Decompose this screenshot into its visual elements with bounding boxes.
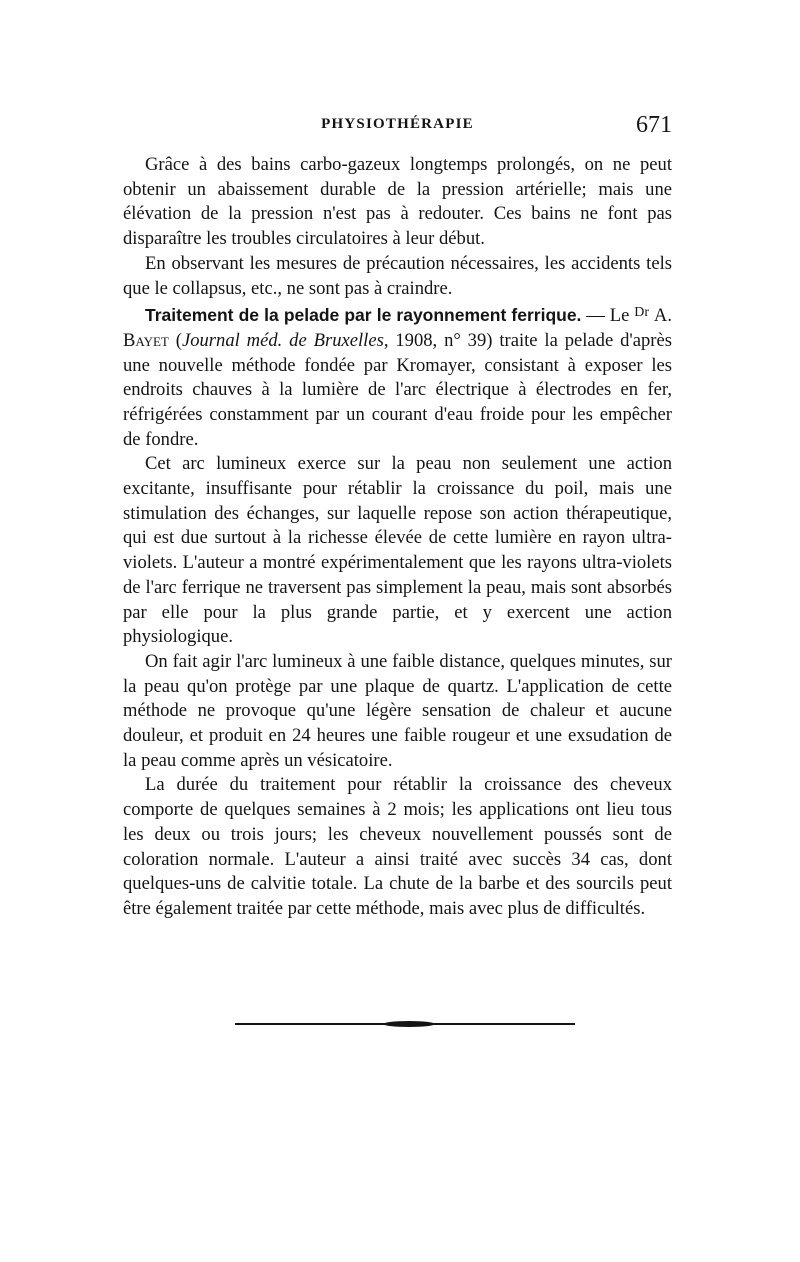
article-body [123, 153, 672, 922]
paragraph: En observant les mesures de précaution nécessaires, les accidents tels que le collapsus, etc., ne sont pas à craindre. [123, 252, 672, 299]
citation-details: , 1908, n° 39) [383, 329, 493, 351]
paragraph: On fait agir l'arc lumineux à une faible distance, quelques minutes, sur la peau qu'on protège par une plaque de quartz. L'application de cette méthode ne provoque qu'une légère sensation de chaleur et aucune douleur, et produit en 24 heures une faible rougeur et une exsudation de la peau comme après un vésicatoire. [123, 650, 672, 771]
paragraph: Cet arc lumineux exerce sur la peau non seulement une action excitante, insuffisante pour rétablir la croissance du poil, mais une stimulation des échanges, sur laquelle repose son action thérapeutique, qui est due surtout à la richesse élevée de cette lumière en rayon ultra-violets. L'auteur a montré expérimentalement que les rayons ultra-violets de l'arc ferrique ne traversent pas simplement la peau, mais sont absorbés par elle pour la plus grande partie, et y exercent une action physiologique. [123, 453, 672, 648]
page-number: 671 [636, 112, 672, 138]
page-header [123, 112, 672, 138]
paragraph: Grâce à des bains carbo-gazeux longtemps prolongés, on ne peut obtenir un abaissement durable de la pression artérielle; mais une élévation de la pression n'est pas à redouter. Ces bains ne font pas disparaître les troubles circulatoires à leur début. [123, 154, 672, 250]
author-title: Dr [634, 305, 650, 321]
heading-dash: — Le [581, 305, 635, 327]
running-head: PHYSIOTHÉRAPIE [321, 116, 474, 132]
section-end-rule [235, 1020, 575, 1028]
rule-ornament [383, 1021, 435, 1027]
journal-title: Journal méd. de Bruxelles [181, 329, 384, 351]
section-heading: Traitement de la pelade par le rayonnement ferrique. [145, 305, 582, 326]
author-name: A. Bayet [123, 305, 672, 351]
paragraph: La durée du traitement pour rétablir la croissance des cheveux comporte de quelques semaines à 2 mois; les applications ont lieu tous les deux ou trois jours; les cheveux nouvellement poussés sont de coloration normale. L'auteur a ainsi traité avec succès 34 cas, dont quelques-uns de calvitie totale. La chute de la barbe et des sourcils peut être également traitée par cette méthode, mais avec plus de difficultés. [123, 774, 672, 919]
paragraph-with-heading: Traitement de la pelade par le rayonnement ferrique. — Le $^{Dr}$ A. Bayet (Journal méd. de Bruxelles, 1908, n° 39) traite la pelade d'après une nouvelle méthode fondée par Kromayer, consistant à exposer les endroits chauves à la lumière de l'arc électrique à électrodes en fer, réfrigérées constamment par un courant d'eau froide pour les empêcher de fondre. [123, 305, 672, 450]
paragraph-text: traite la pelade d'après une nouvelle méthode fondée par Kromayer, consistant à exposer les endroits chauves à la lumière de l'arc électrique à électrodes en fer, réfrigérées constamment par un courant d'eau froide pour les empêcher de fondre. [123, 329, 672, 450]
